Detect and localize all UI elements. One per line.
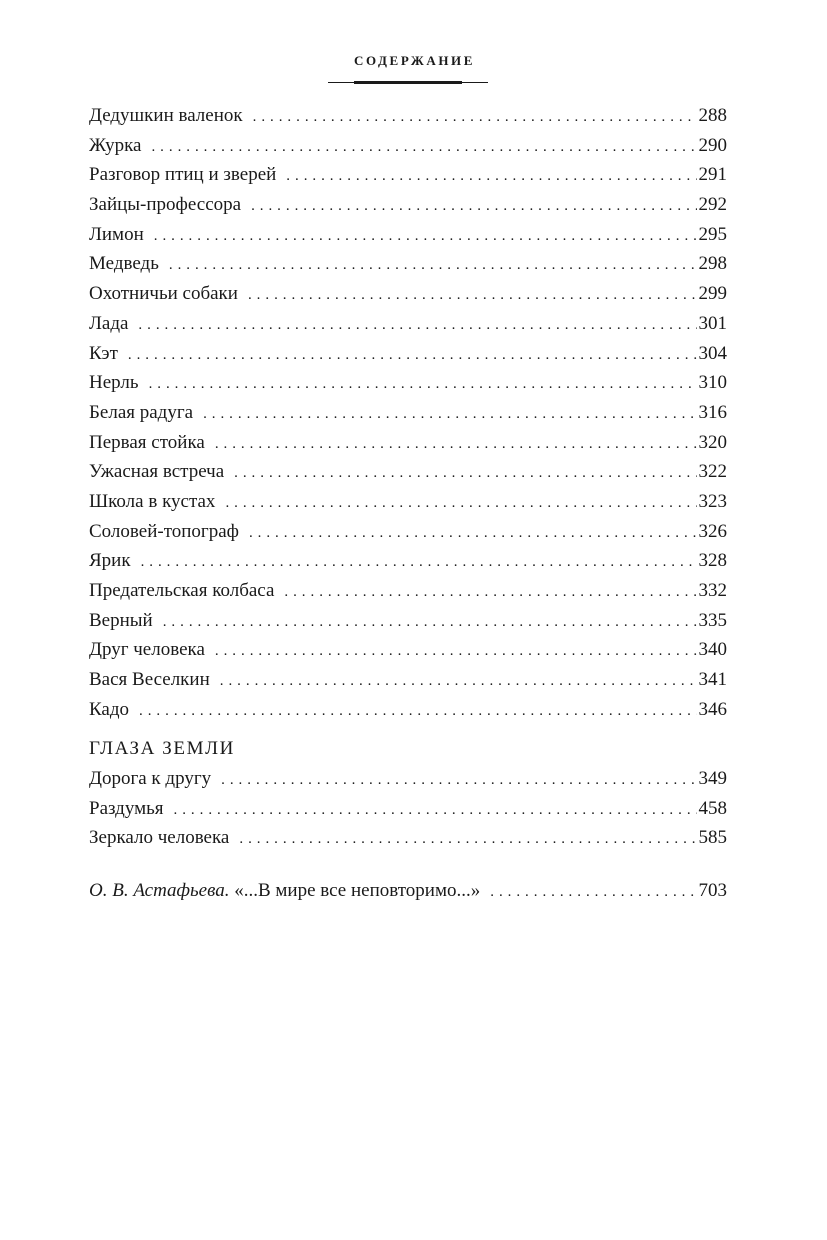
toc-entry-title <box>89 876 490 906</box>
leader-dots <box>138 311 696 341</box>
leader-dots <box>490 878 696 908</box>
toc-entry-page: 288 <box>698 105 727 126</box>
afterword-toc <box>89 876 727 906</box>
toc-entry <box>89 160 727 190</box>
leader-dots <box>174 796 697 826</box>
toc-entry <box>89 131 727 161</box>
leader-dots <box>154 222 697 252</box>
afterword-author: О. В. Астафьева. <box>89 880 230 901</box>
toc-list <box>89 101 727 724</box>
toc-entry <box>89 695 727 725</box>
leader-dots <box>225 489 696 519</box>
toc-entry-title: Охотничьи собаки <box>89 283 238 305</box>
afterword-title: «...В мире все неповторимо...» <box>234 880 481 901</box>
toc-entry-title: Зайцы-профессора <box>89 194 242 216</box>
toc-entry <box>89 794 727 824</box>
toc-entry-title: Зеркало человека <box>89 827 230 849</box>
leader-dots <box>248 281 697 311</box>
header-rule-accent <box>354 81 462 84</box>
contents-title: СОДЕРЖАНИЕ <box>353 53 476 68</box>
toc-entry-page: 320 <box>698 431 727 453</box>
toc-entry <box>89 428 727 458</box>
toc-entry-page: 585 <box>698 827 727 849</box>
toc-entry-title: Медведь <box>89 253 159 275</box>
toc-entry <box>89 279 727 309</box>
toc-entry-title: Вася Веселкин <box>89 669 210 691</box>
leader-dots <box>151 133 696 163</box>
toc-entry-title: Белая радуга <box>89 401 194 423</box>
leader-dots <box>251 192 696 222</box>
toc-entry <box>89 764 727 794</box>
toc-entry-page: 335 <box>698 609 727 631</box>
leader-dots <box>215 637 697 667</box>
toc-entry-page: 301 <box>698 312 727 334</box>
toc-entry <box>89 665 727 695</box>
toc-entry <box>89 457 727 487</box>
section-heading: ГЛАЗА ЗЕМЛИ <box>89 738 235 759</box>
toc-entry-page: 458 <box>698 797 727 819</box>
toc-entry-title: Дедушкин валенок <box>89 105 243 126</box>
leader-dots <box>163 608 697 638</box>
toc-entry <box>89 546 727 576</box>
toc-entry-title: Школа в кустах <box>89 490 216 512</box>
toc-entry <box>89 823 727 853</box>
leader-dots <box>221 766 696 796</box>
toc-entry-page: 328 <box>698 550 727 572</box>
toc-entry-title: Лада <box>89 312 129 334</box>
toc-entry <box>89 635 727 665</box>
leader-dots <box>234 459 696 489</box>
toc-entry-title: Ярик <box>89 550 131 572</box>
toc-entry-title: Первая стойка <box>89 431 205 453</box>
toc-entry-title: Верный <box>89 609 153 631</box>
toc-entry <box>89 249 727 279</box>
leader-dots <box>249 519 697 549</box>
toc-entry-title: Нерль <box>89 372 139 394</box>
toc-entry-page: 341 <box>698 669 727 691</box>
page-header <box>0 52 827 70</box>
leader-dots <box>169 251 697 281</box>
leader-dots <box>203 400 696 430</box>
toc-entry <box>89 517 727 547</box>
toc-entry-page: 299 <box>698 283 727 305</box>
leader-dots <box>141 548 697 578</box>
toc-entry-page: 291 <box>698 164 727 186</box>
toc-entry-page: 332 <box>698 580 727 601</box>
toc-entry-page: 298 <box>698 253 727 275</box>
toc-entry-page: 290 <box>698 134 727 156</box>
toc-entry <box>89 190 727 220</box>
leader-dots <box>284 578 696 608</box>
toc-entry-title: Разговор птиц и зверей <box>89 164 277 186</box>
toc-entry-title: Ужасная встреча <box>89 461 225 483</box>
toc-entry-page: 310 <box>698 372 727 394</box>
toc-entry-page: 295 <box>698 223 727 245</box>
leader-dots <box>286 162 696 192</box>
toc-entry-title: Раздумья <box>89 797 164 819</box>
toc-entry-title: Друг человека <box>89 639 205 661</box>
leader-dots <box>215 430 697 460</box>
toc-entry-page: 316 <box>698 401 727 423</box>
leader-dots <box>239 825 696 855</box>
toc-entry-page: 346 <box>698 698 727 720</box>
toc-entry <box>89 101 727 131</box>
toc-entry <box>89 606 727 636</box>
toc-entry <box>89 220 727 250</box>
toc-entry <box>89 339 727 369</box>
toc-entry <box>89 398 727 428</box>
leader-dots <box>128 341 697 371</box>
toc-entry-title: Журка <box>89 134 142 156</box>
leader-dots <box>149 370 697 400</box>
toc-entry-page: 322 <box>698 461 727 483</box>
toc-entry <box>89 487 727 517</box>
toc-entry-title: Соловей-топограф <box>89 520 239 542</box>
toc-entry-title: Предательская колбаса <box>89 580 275 601</box>
toc-entry-page: 323 <box>698 490 727 512</box>
leader-dots <box>253 103 697 133</box>
toc-entry <box>89 309 727 339</box>
toc-entry-title: Лимон <box>89 223 144 245</box>
toc-entry-page: 304 <box>698 342 727 364</box>
toc-entry-page: 326 <box>698 520 727 542</box>
toc-entry-title: Кэт <box>89 342 118 364</box>
toc-entry-title: Дорога к другу <box>89 768 212 789</box>
leader-dots <box>220 667 697 697</box>
toc-entry-page: 292 <box>698 194 727 216</box>
toc-entry-page: 340 <box>698 639 727 661</box>
toc-entry <box>89 576 727 606</box>
toc-entry-afterword <box>89 876 727 906</box>
toc-entry <box>89 368 727 398</box>
toc-entry-page: 703 <box>698 880 727 901</box>
section-toc-list <box>89 764 727 853</box>
leader-dots <box>139 697 696 727</box>
toc-entry-title: Кадо <box>89 698 130 720</box>
toc-entry-page: 349 <box>698 768 727 789</box>
